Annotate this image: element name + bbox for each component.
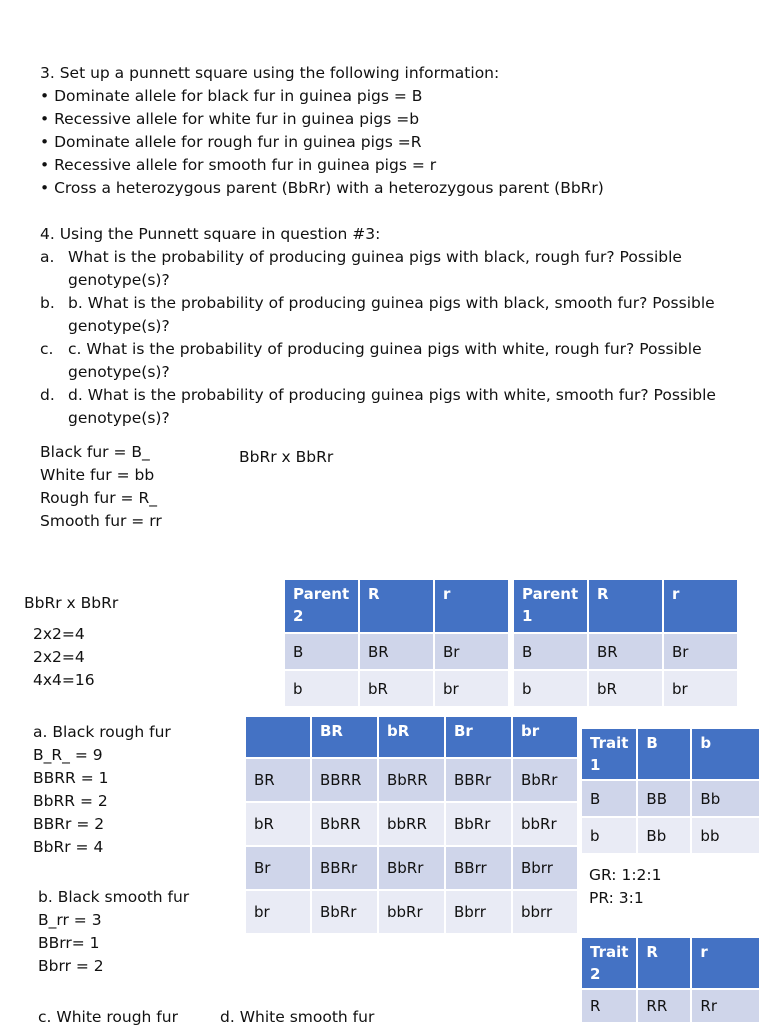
table-cell: bbrr [512, 890, 578, 934]
table-cell: BbRr [311, 890, 378, 934]
table-header-cell: Br [445, 716, 512, 758]
table-header-cell: R [359, 579, 434, 633]
table-cell: Rr [691, 989, 760, 1023]
q3-bullet: • Recessive allele for smooth fur in guinea pigs = r [40, 156, 437, 174]
list-marker: d. [40, 386, 55, 404]
table-cell: bR [245, 802, 311, 846]
list-marker: a. [40, 248, 55, 266]
table-row [245, 846, 578, 890]
q4-item-continuation: genotype(s)? [68, 409, 170, 427]
table-cell: bR [359, 670, 434, 707]
q3-bullet: • Recessive allele for white fur in guinea pigs =b [40, 110, 420, 128]
key-line: White fur = bb [40, 466, 155, 484]
table-cell: BBRR [311, 758, 378, 802]
work-a-line: B_R_ = 9 [33, 746, 103, 764]
table-cell: BbRr [378, 846, 445, 890]
work-a-heading: a. Black rough fur [33, 723, 171, 741]
table-cell: BBRr [445, 758, 512, 802]
table-header-cell: r [691, 937, 760, 989]
table-cell: BbRr [445, 802, 512, 846]
list-marker: b. [40, 294, 55, 312]
table-cell: BBrr [445, 846, 512, 890]
work-a-line: BbRr = 4 [33, 838, 104, 856]
table-header-cell: B [637, 728, 691, 780]
phenotype-ratio: PR: 3:1 [589, 889, 644, 907]
q3-bullet: • Dominate allele for black fur in guinea pigs = B [40, 87, 423, 105]
q4-item-continuation: genotype(s)? [68, 363, 170, 381]
key-line: Black fur = B_ [40, 443, 150, 461]
work-b-line: B_rr = 3 [38, 911, 102, 929]
table-cell: bbRr [512, 802, 578, 846]
list-marker: c. [40, 340, 54, 358]
table-header-cell: b [691, 728, 760, 780]
work-calc: 4x4=16 [33, 671, 95, 689]
table-cell: BbRR [378, 758, 445, 802]
table-header-cell [245, 716, 311, 758]
key-line: Rough fur = R_ [40, 489, 157, 507]
q4-item-text: d. What is the probability of producing guinea pigs with white, smooth fur? Possible [68, 386, 716, 404]
table-row [245, 802, 578, 846]
q4-item-continuation: genotype(s)? [68, 271, 170, 289]
table-header-cell: r [663, 579, 738, 633]
table-cell: Bbrr [512, 846, 578, 890]
q4-item-text: What is the probability of producing guinea pigs with black, rough fur? Possible [68, 248, 682, 266]
work-a-line: BbRR = 2 [33, 792, 108, 810]
table-cell: Br [245, 846, 311, 890]
work-b-line: Bbrr = 2 [38, 957, 104, 975]
table-cell: R [581, 989, 637, 1023]
parent1-gamete-table [512, 578, 739, 708]
table-header-cell: R [588, 579, 663, 633]
work-c-heading: c. White rough fur [38, 1008, 178, 1026]
table-cell: br [245, 890, 311, 934]
table-cell: BbRr [512, 758, 578, 802]
table-cell: bbRR [378, 802, 445, 846]
dihybrid-punnett-square [244, 715, 579, 935]
table-cell: BR [245, 758, 311, 802]
table-cell: BR [588, 633, 663, 670]
work-a-line: BBRr = 2 [33, 815, 105, 833]
table-cell: bbRr [378, 890, 445, 934]
table-cell: Br [434, 633, 509, 670]
table-header-cell: r [434, 579, 509, 633]
q3-title: 3. Set up a punnett square using the following information: [40, 64, 500, 82]
work-a-line: BBRR = 1 [33, 769, 109, 787]
q4-title: 4. Using the Punnett square in question #3: [40, 225, 381, 243]
table-row [245, 758, 578, 802]
table-cell: Br [663, 633, 738, 670]
work-d-heading: d. White smooth fur [220, 1008, 375, 1026]
key-line: Smooth fur = rr [40, 512, 162, 530]
table-cell: br [663, 670, 738, 707]
table-cell: b [513, 670, 588, 707]
table-row [245, 890, 578, 934]
work-cross: BbRr x BbRr [24, 594, 119, 612]
work-b-heading: b. Black smooth fur [38, 888, 190, 906]
table-cell: BR [359, 633, 434, 670]
table-header-cell: br [512, 716, 578, 758]
table-cell: BBRr [311, 846, 378, 890]
table-cell: bR [588, 670, 663, 707]
table-cell: b [581, 817, 637, 854]
table-header-cell: Parent 2 [284, 579, 359, 633]
q3-bullet: • Cross a heterozygous parent (BbRr) with a heterozygous parent (BbRr) [40, 179, 604, 197]
parent2-gamete-table [283, 578, 510, 708]
table-cell: Bb [691, 780, 760, 817]
table-header-cell: Trait 2 [581, 937, 637, 989]
table-cell: RR [637, 989, 691, 1023]
table-cell: Bbrr [445, 890, 512, 934]
table-cell: B [513, 633, 588, 670]
q4-item-text: b. What is the probability of producing guinea pigs with black, smooth fur? Possible [68, 294, 715, 312]
work-calc: 2x2=4 [33, 648, 85, 666]
table-cell: bb [691, 817, 760, 854]
trait2-punnett-square [580, 936, 761, 1024]
table-cell: BbRR [311, 802, 378, 846]
q3-bullet: • Dominate allele for rough fur in guinea pigs =R [40, 133, 422, 151]
table-cell: B [581, 780, 637, 817]
trait1-punnett-square [580, 727, 761, 855]
work-calc: 2x2=4 [33, 625, 85, 643]
q4-item-text: c. What is the probability of producing guinea pigs with white, rough fur? Possible [68, 340, 702, 358]
key-cross: BbRr x BbRr [239, 448, 334, 466]
table-header-cell: Parent 1 [513, 579, 588, 633]
table-cell: B [284, 633, 359, 670]
table-cell: b [284, 670, 359, 707]
table-cell: Bb [637, 817, 691, 854]
q4-item-continuation: genotype(s)? [68, 317, 170, 335]
work-b-line: BBrr= 1 [38, 934, 100, 952]
table-cell: br [434, 670, 509, 707]
table-header-cell: R [637, 937, 691, 989]
table-header-cell: Trait 1 [581, 728, 637, 780]
table-cell: BB [637, 780, 691, 817]
table-header-cell: BR [311, 716, 378, 758]
genotype-ratio: GR: 1:2:1 [589, 866, 662, 884]
table-header-cell: bR [378, 716, 445, 758]
